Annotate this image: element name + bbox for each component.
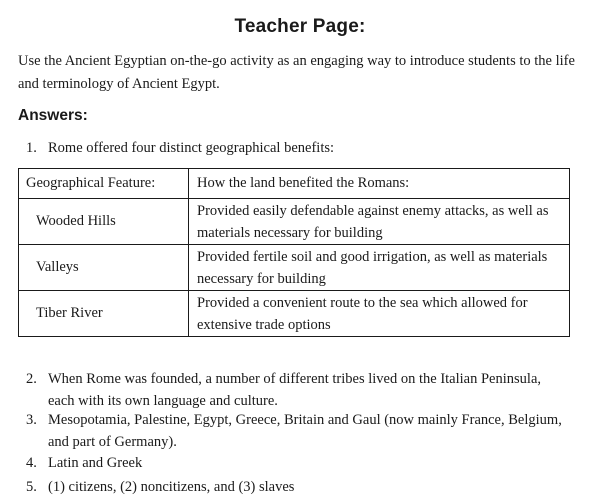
feature-cell: Tiber River	[19, 291, 189, 337]
answer-number: 3.	[26, 412, 37, 428]
answer-text: Rome offered four distinct geographical benefits:	[48, 140, 335, 156]
answer-item-4	[26, 452, 566, 474]
answer-text: Latin and Greek	[48, 455, 143, 471]
feature-cell: Valleys	[19, 245, 189, 291]
table-header-row	[19, 169, 570, 199]
answer-number: 2.	[26, 371, 37, 387]
feature-cell: Wooded Hills	[19, 199, 189, 245]
answer-number: 1.	[26, 140, 37, 156]
page-title: Teacher Page:	[234, 16, 366, 37]
answer-item-5	[26, 476, 566, 498]
benefit-cell: Provided easily defendable against enemy attacks, as well as materials necessary for building	[189, 199, 570, 245]
answer-text: Mesopotamia, Palestine, Egypt, Greece, Britain and Gaul (now mainly France, Belgium, and part of Germany).	[48, 412, 562, 450]
answer-item-2	[26, 368, 566, 412]
answer-item-1	[26, 137, 566, 159]
table-header-feature: Geographical Feature:	[19, 169, 189, 199]
intro-paragraph: Use the Ancient Egyptian on-the-go activity as an engaging way to introduce students to the life and terminology of Ancient Egypt.	[18, 53, 575, 92]
table-row	[19, 199, 570, 245]
answer-number: 5.	[26, 479, 37, 495]
benefit-cell: Provided fertile soil and good irrigation, as well as materials necessary for building	[189, 245, 570, 291]
answer-text: When Rome was founded, a number of different tribes lived on the Italian Peninsula, each with its own language and culture.	[48, 371, 541, 409]
answer-item-3	[26, 409, 566, 453]
answer-number: 4.	[26, 455, 37, 471]
answers-heading: Answers:	[18, 107, 88, 124]
benefit-cell: Provided a convenient route to the sea which allowed for extensive trade options	[189, 291, 570, 337]
table-row	[19, 291, 570, 337]
table-row	[19, 245, 570, 291]
geographical-benefits-table	[18, 168, 570, 337]
answer-text: (1) citizens, (2) noncitizens, and (3) slaves	[48, 479, 295, 495]
table-header-benefit: How the land benefited the Romans:	[189, 169, 570, 199]
